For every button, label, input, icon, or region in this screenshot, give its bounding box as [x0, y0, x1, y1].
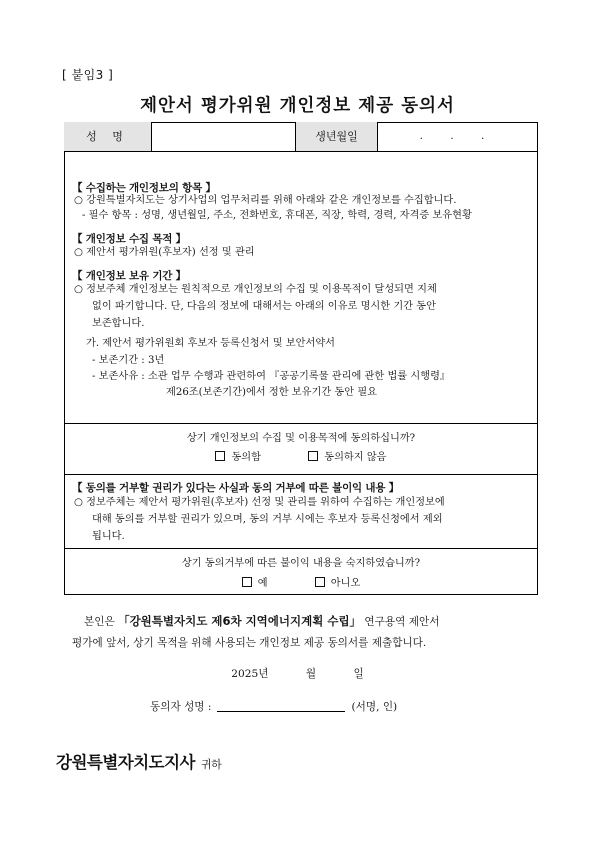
- retention-header: 【 개인정보 보유 기간 】: [72, 270, 186, 282]
- divider: [64, 474, 538, 475]
- consent-disagree-option[interactable]: [308, 448, 386, 463]
- signature-label: 동의자 성명 :: [150, 701, 212, 713]
- recipient-name: 강원특별자치도지사: [56, 753, 195, 772]
- consent-options: [64, 448, 538, 463]
- refusal-line3: 됩니다.: [92, 531, 125, 542]
- purpose-header: 【 개인정보 수집 목적 】: [72, 233, 186, 245]
- recipient-honorific: 귀하: [200, 758, 222, 771]
- ack-no-option[interactable]: [315, 574, 361, 589]
- signature-field[interactable]: [217, 700, 345, 712]
- statement-line1: [72, 611, 532, 633]
- disagree-checkbox[interactable]: [308, 451, 318, 461]
- statement-prefix: 본인은: [84, 616, 119, 628]
- statement-line2: 평가에 앞서, 상기 목적을 위해 사용되는 개인정보 제공 동의서를 제출합니다.: [72, 637, 427, 649]
- refusal-line1: ○ 정보주체는 제안서 평가위원(후보자) 선정 및 관리를 위하여 수집하는 개인정보에: [74, 497, 445, 508]
- birth-label: 생년월일: [296, 122, 378, 151]
- signature-row: [150, 699, 397, 714]
- ack-yes-option[interactable]: [242, 574, 268, 589]
- date-day: 일: [353, 668, 364, 680]
- ack-question: 상기 동의거부에 따른 불이익 내용을 숙지하였습니까?: [181, 558, 421, 569]
- date-row: [0, 666, 595, 681]
- purpose-line1: ○ 제안서 평가위원(후보자) 선정 및 관리: [74, 247, 255, 258]
- retention-reason1: - 보존사유 : 소관 업무 수행과 관련하여 『공공기록물 관리에 관한 법률 시행령』: [92, 371, 451, 382]
- no-label: 아니오: [330, 578, 361, 589]
- ack-options: [64, 574, 538, 589]
- yes-checkbox[interactable]: [242, 577, 252, 587]
- name-label: 성 명: [64, 122, 152, 151]
- agree-label: 동의함: [231, 452, 261, 463]
- refusal-line2: 대해 동의를 거부할 권리가 있으며, 동의 거부 시에는 후보자 등록신청에서 제외: [92, 514, 443, 525]
- info-row: [64, 122, 538, 152]
- signature-suffix: (서명, 인): [351, 701, 398, 713]
- page-title: 제안서 평가위원 개인정보 제공 동의서: [140, 96, 455, 116]
- retention-line3: 보존합니다.: [92, 318, 145, 329]
- retention-period: - 보존기간 : 3년: [92, 355, 165, 366]
- no-checkbox[interactable]: [315, 577, 325, 587]
- consent-statement: [72, 611, 532, 654]
- date-year: 2025년: [231, 668, 269, 680]
- recipient: [56, 749, 221, 773]
- retention-line1: ○ 정보주체 개인정보는 원칙적으로 개인정보의 수집 및 이용목적이 달성되면 지체: [74, 284, 437, 295]
- retention-line2: 없이 파기합니다. 단, 다음의 정보에 대해서는 아래의 이유로 명시한 기간 동안: [92, 301, 436, 312]
- project-name: 「강원특별자치도 제6차 지역에너지계획 수립」: [118, 614, 362, 628]
- disagree-label: 동의하지 않음: [324, 452, 387, 463]
- yes-label: 예: [257, 578, 268, 589]
- items-line2: - 필수 항목 : 성명, 생년월일, 주소, 전화번호, 휴대폰, 직장, 학력, 경력, 자격증 보유현황: [82, 210, 472, 221]
- attachment-label: [ 붙임3 ]: [62, 68, 114, 82]
- birth-field[interactable]: . . .: [419, 130, 497, 142]
- statement-suffix: 연구용역 제안서: [361, 616, 440, 628]
- date-month: 월: [305, 668, 317, 680]
- items-line1: ○ 강원특별자치도는 상기사업의 업무처리를 위해 아래와 같은 개인정보를 수집합니다.: [74, 195, 457, 206]
- retention-item: 가. 제안서 평가위원회 후보자 등록신청서 및 보안서약서: [86, 338, 336, 349]
- items-header: 【 수집하는 개인정보의 항목 】: [72, 182, 216, 194]
- name-field[interactable]: [152, 122, 296, 151]
- refusal-header: 【 동의를 거부할 권리가 있다는 사실과 동의 거부에 따른 불이익 내용 】: [72, 482, 400, 494]
- agree-checkbox[interactable]: [215, 451, 225, 461]
- divider: [64, 548, 538, 549]
- divider: [64, 423, 538, 424]
- consent-question: 상기 개인정보의 수집 및 이용목적에 동의하십니까?: [186, 433, 416, 444]
- consent-agree-option[interactable]: [215, 448, 261, 463]
- retention-reason2: 제26조(보존기간)에서 정한 보유기간 동안 필요: [166, 387, 378, 398]
